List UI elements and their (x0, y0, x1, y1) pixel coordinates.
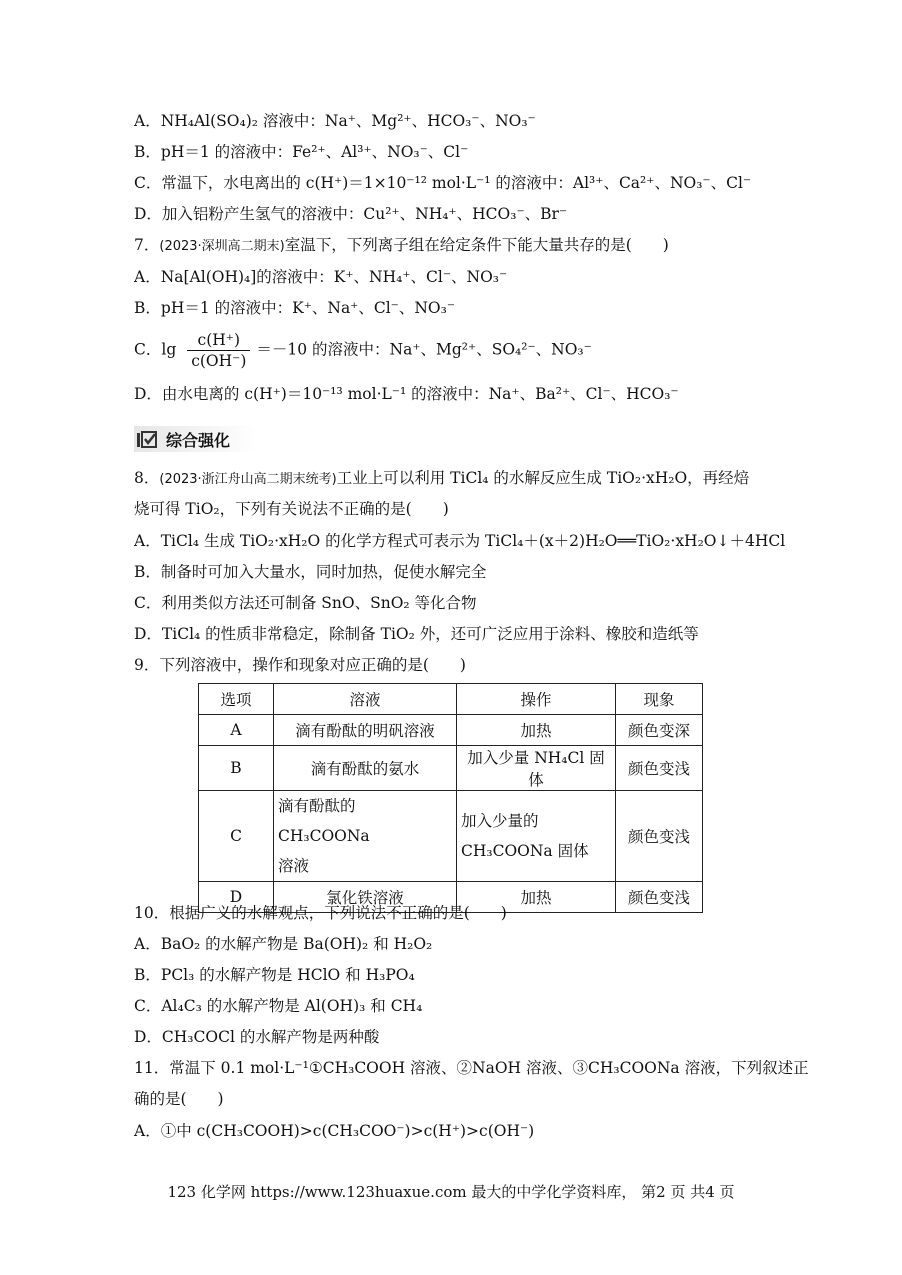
table-cell: 加热 (457, 882, 616, 913)
q8-option-c: C．利用类似方法还可制备 SnO、SnO₂ 等化合物 (134, 594, 477, 612)
q9-table (198, 683, 703, 913)
table-header-cell: 操作 (457, 684, 616, 715)
table-cell: 氯化铁溶液 (274, 882, 457, 913)
q6-option-b: B．pH＝1 的溶液中：Fe²⁺、Al³⁺、NO₃⁻、Cl⁻ (134, 143, 469, 161)
q8-option-d: D．TiCl₄ 的性质非常稳定，除制备 TiO₂ 外，还可广泛应用于涂料、橡胶和造纸等 (134, 625, 699, 643)
table-cell: D (199, 882, 274, 913)
q10-option-b: B．PCl₃ 的水解产物是 HClO 和 H₃PO₄ (134, 966, 415, 984)
table-row (199, 746, 703, 791)
table-header-cell: 溶液 (274, 684, 457, 715)
q8-stem-line2: 烧可得 TiO₂，下列有关说法不正确的是( ) (134, 500, 449, 518)
q7-option-c-prefix: C．lg (134, 340, 177, 359)
table-cell: C (199, 791, 274, 882)
q7-option-c (134, 330, 592, 371)
table-header-row (199, 684, 703, 715)
q11-stem-line1: 11．常温下 0.1 mol·L⁻¹①CH₃COOH 溶液、②NaOH 溶液、③CH₃COONa 溶液，下列叙述正 (134, 1059, 809, 1077)
table-cell: 颜色变浅 (616, 746, 703, 791)
checklist-icon (136, 429, 158, 449)
table-cell (274, 791, 457, 882)
table-cell-line: CH₃COONa 固体 (461, 842, 589, 860)
q8-option-a: A．TiCl₄ 生成 TiO₂·xH₂O 的化学方程式可表示为 TiCl₄＋(x＋2)H₂O══TiO₂·xH₂O↓＋4HCl (134, 532, 786, 550)
q8-source: (2023·浙江舟山高二期末统考) (159, 472, 337, 487)
q8-option-b: B．制备时可加入大量水，同时加热，促使水解完全 (134, 563, 487, 581)
q7-number: 7． (134, 236, 160, 254)
table-header-cell: 现象 (616, 684, 703, 715)
q10-option-c: C．Al₄C₃ 的水解产物是 Al(OH)₃ 和 CH₄ (134, 997, 423, 1015)
table-cell: 颜色变深 (616, 715, 703, 746)
table-cell: 颜色变浅 (616, 882, 703, 913)
q6-option-d: D．加入铝粉产生氢气的溶液中：Cu²⁺、NH₄⁺、HCO₃⁻、Br⁻ (134, 205, 568, 223)
table-cell: 颜色变浅 (616, 791, 703, 882)
table-row (199, 791, 703, 882)
table-cell: 加入少量 NH₄Cl 固体 (457, 746, 616, 791)
table-cell: B (199, 746, 274, 791)
table-cell-line: 滴有酚酞的 CH₃COONa (278, 797, 370, 845)
section-title: 综合强化 (166, 430, 231, 450)
table-cell-line: 加入少量的 (461, 812, 539, 830)
q8-text: 工业上可以利用 TiCl₄ 的水解反应生成 TiO₂·xH₂O，再经焙 (336, 469, 750, 487)
q10-stem: 10．根据广义的水解观点，下列说法不正确的是( ) (134, 904, 507, 922)
table-header-cell: 选项 (199, 684, 274, 715)
q9-stem: 9．下列溶液中，操作和现象对应正确的是( ) (134, 656, 466, 674)
q11-option-a: A．①中 c(CH₃COOH)>c(CH₃COO⁻)>c(H⁺)>c(OH⁻) (134, 1122, 535, 1140)
q6-option-c: C．常温下，水电离出的 c(H⁺)＝1×10⁻¹² mol·L⁻¹ 的溶液中：Al³⁺、Ca²⁺、NO₃⁻、Cl⁻ (134, 174, 752, 192)
q7-option-a: A．Na[Al(OH)₄]的溶液中：K⁺、NH₄⁺、Cl⁻、NO₃⁻ (134, 268, 508, 286)
table-cell: 加热 (457, 715, 616, 746)
q7-option-c-suffix: ＝－10 的溶液中：Na⁺、Mg²⁺、SO₄²⁻、NO₃⁻ (256, 340, 592, 359)
q7-fraction-denominator: c(OH⁻) (191, 352, 247, 370)
q7-source: (2023·深圳高二期末) (159, 239, 285, 254)
table-cell: A (199, 715, 274, 746)
section-header (134, 426, 258, 452)
table-cell (457, 791, 616, 882)
table-cell: 滴有酚酞的氨水 (274, 746, 457, 791)
q8-number: 8． (134, 469, 160, 487)
page-footer: 123 化学网 https://www.123huaxue.com 最大的中学化学资料库， 第2 页 共4 页 (167, 1183, 735, 1201)
q8-stem-line1 (134, 468, 749, 490)
q7-fraction-numerator: c(H⁺) (187, 330, 250, 351)
table-cell: 滴有酚酞的明矾溶液 (274, 715, 457, 746)
table-row (199, 715, 703, 746)
q7-fraction (187, 330, 250, 371)
q7-text: 室温下，下列离子组在给定条件下能大量共存的是( ) (284, 236, 669, 254)
q10-option-a: A．BaO₂ 的水解产物是 Ba(OH)₂ 和 H₂O₂ (134, 935, 433, 953)
q6-option-a: A．NH₄Al(SO₄)₂ 溶液中：Na⁺、Mg²⁺、HCO₃⁻、NO₃⁻ (134, 112, 536, 130)
q7-option-b: B．pH＝1 的溶液中：K⁺、Na⁺、Cl⁻、NO₃⁻ (134, 299, 456, 317)
q7-option-d: D．由水电离的 c(H⁺)＝10⁻¹³ mol·L⁻¹ 的溶液中：Na⁺、Ba²⁺、Cl⁻、HCO₃⁻ (134, 385, 679, 403)
q11-stem-line2: 确的是( ) (134, 1090, 224, 1108)
table-cell-line: 溶液 (278, 857, 310, 875)
q10-option-d: D．CH₃COCl 的水解产物是两种酸 (134, 1028, 380, 1046)
q7-stem (134, 235, 669, 257)
